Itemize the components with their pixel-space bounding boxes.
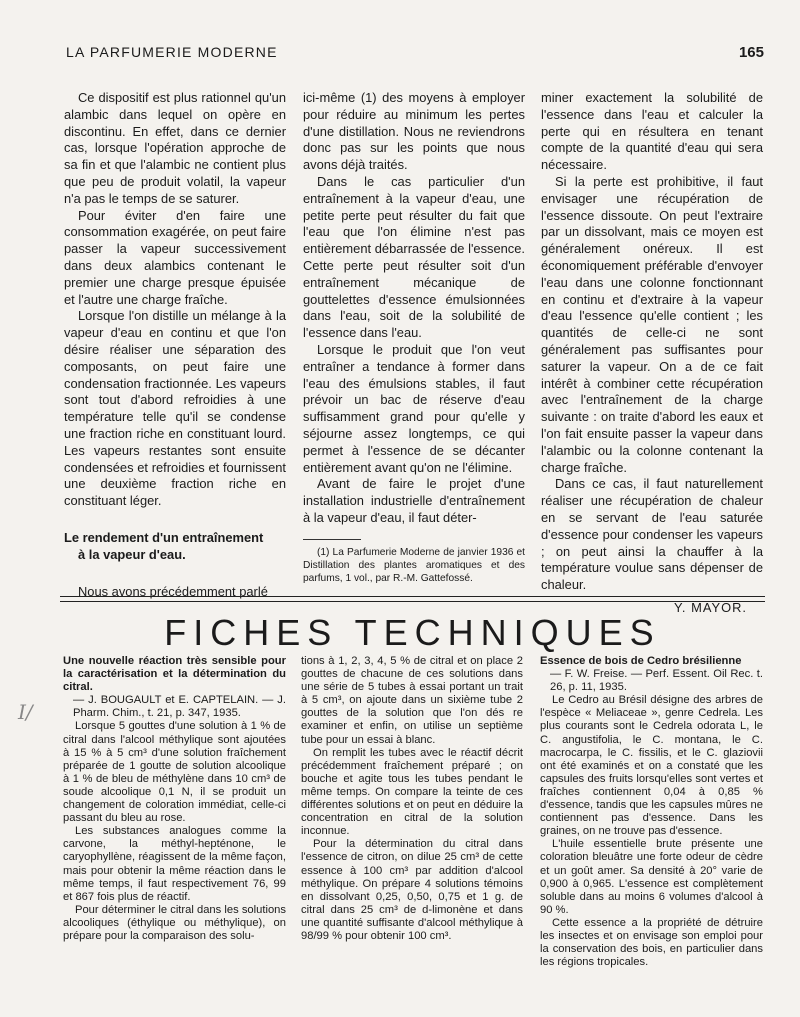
- fiche-reference: — J. BOUGAULT et E. CAPTELAIN. — J. Pharm. Chim., t. 21, p. 347, 1935.: [73, 694, 286, 720]
- article-column-1: [64, 90, 286, 600]
- fiche-title: Une nouvelle réaction très sensible pour la caractérisation et la détermination du citral.: [63, 655, 286, 694]
- footnote: (1) La Parfumerie Moderne de janvier 1936 et Distillation des plantes aromatiques et des parfums, 1 vol., par R.-M. Gattefossé.: [303, 546, 525, 584]
- paragraph: Pour éviter d'en faire une consommation exagérée, on peut faire passer la vapeur successivement dans deux alambics contenant le premier une charge presque épuisée et l'autre une charge fraîche.: [64, 207, 286, 307]
- paragraph: Pour déterminer le citral dans les solutions alcooliques (éthylique ou méthylique), on prépare pour la comparaison des solu-: [63, 903, 286, 942]
- subheading-line-2: à la vapeur d'eau.: [78, 546, 186, 562]
- paragraph: On remplit les tubes avec le réactif décrit précédemment fraîchement préparé ; on bouche et agite tous les tubes pendant le même temps. On compare la teinte de ces différentes solutions et on peut en déduire la concentration en citral de la solution inconnue.: [301, 746, 523, 838]
- fiche-column-2: [301, 655, 523, 943]
- paragraph: Ce dispositif est plus rationnel qu'un alambic dans lequel on opère en discontinu. En effet, dans ce dernier cas, lorsque l'opération approche de sa fin et que l'alambic ne contient plus que peu de produit volatil, la vapeur n'a pas le temps de se saturer.: [64, 90, 286, 206]
- paragraph: Pour la détermination du citral dans l'essence de citron, on dilue 25 cm³ de cette essence à 100 cm³ par addition d'alcool méthylique. On prépare 4 solutions témoins en dissolvant 0,25, 0,50, 0,75 et 1 g. de citral dans 25 cm³ de d-limonène et dans une quantité suffisante d'alcool méthylique à 98/99 % pour obtenir 100 cm³.: [301, 838, 523, 942]
- handwritten-margin-note: I/: [18, 700, 33, 724]
- article-column-2: [303, 90, 525, 585]
- paragraph: Les substances analogues comme la carvone, la méthyl-hepténone, le caryophyllène, réagissent de la même façon, mais pour obtenir la même réaction dans le même temps, il faut respectivement 76, 99 et 867 fois plus de réactif.: [63, 825, 286, 903]
- footnote-rule: [303, 539, 361, 540]
- paragraph: Le Cedro au Brésil désigne des arbres de l'espèce « Meliaceae », genre Cedrela. Les plus courants sont le Cedrela odorata L, le C. angustifolia, le C. montana, le C. macrocarpa, le C. fissilis, et le C. glaziovii ont été examinés et on a constaté que les capsules des fruits lorsqu'elles sont vertes et fraîches contiennent 0,04 à 0,85 % d'essence, tandis que les capsules mûres ne contiennent pas d'essence. Dans les graines, on ne trouve pas d'essence.: [540, 694, 763, 838]
- section-subheading: [64, 530, 286, 564]
- divider-rule: [60, 601, 765, 602]
- paragraph: Nous avons précédemment parlé: [78, 583, 268, 599]
- paragraph: ici-même (1) des moyens à employer pour réduire au minimum les pertes d'une distillation. Nous ne reviendrons donc pas sur les points que nous avons déjà traités.: [303, 90, 525, 173]
- section-banner: FICHES TECHNIQUES: [164, 612, 661, 653]
- page-number: 165: [738, 44, 764, 61]
- fiche-column-3: [540, 655, 763, 969]
- fiche-title: Essence de bois de Cedro brésilienne: [540, 655, 742, 667]
- paragraph: L'huile essentielle brute présente une coloration bleuâtre une forte odeur de cèdre et un goût amer. Sa densité à 20° varie de 0,900 à 0,965. L'essence est complètement soluble dans au moins 6 volumes d'alcool à 90 %.: [540, 838, 763, 916]
- paragraph: miner exactement la solubilité de l'essence dans l'eau et calculer la perte qui en résultera en tenant compte de la quantité d'eau qui sera nécessaire.: [541, 90, 763, 173]
- paragraph: Si la perte est prohibitive, il faut envisager une récupération de l'essence dissoute. On peut l'extraire par un dissolvant, mais ce moyen est généralement onéreux. Il est économiquement préférable d'envoyer l'eau dans une colonne fonctionnant en continu et d'extraire à la vapeur d'eau l'essence qu'elle contient ; les quantités de celle-ci ne sont généralement pas suffisantes pour saturer la vapeur. On a de ce fait intérêt à combiner cette récupération avec l'entraînement de la charge suivante : on traite d'abord les eaux et l'on fait ensuite passer la vapeur dans l'alambic ou la colonne contenant la charge fraîche.: [541, 173, 763, 475]
- paragraph: Lorsque l'on distille un mélange à la vapeur d'eau en continu et que l'on désire réaliser une séparation des composants, on peut faire une condensation fractionnée. Les vapeurs sont tout d'abord refroidies à une température telle qu'il se condense une fraction riche en constituant lourd. Les vapeurs restantes sont ensuite condensées et refroidies et fournissent une deuxième fraction riche en constituant léger.: [64, 308, 286, 509]
- paragraph: Avant de faire le projet d'une installation industrielle d'entraînement à la vapeur d'eau, il faut déter-: [303, 476, 525, 525]
- paragraph: tions à 1, 2, 3, 4, 5 % de citral et on place 2 gouttes de chacune de ces solutions dans une série de 5 tubes à essai portant un trait à 5 cm³, on ajoute dans un sixième tube 2 gouttes de la solution que l'on dés re examiner et enfin, on utilise un septième tube pour un essai à blanc.: [301, 655, 523, 746]
- divider-rule: [60, 596, 765, 597]
- journal-title: LA PARFUMERIE MODERNE: [66, 44, 278, 60]
- subheading-line-1: Le rendement d'un entraînement: [64, 529, 264, 545]
- paragraph: Dans le cas particulier d'un entraînement à la vapeur d'eau, une petite perte peut résulter du fait que l'eau que l'on élimine n'est pas entièrement débarrassée de l'essence. Cette perte peut résulter soit d'un entraînement mécanique de gouttelettes d'essence émulsionnées dans l'eau, soit de la solubilité de l'essence dans l'eau.: [303, 173, 525, 341]
- paragraph: Cette essence a la propriété de détruire les insectes et on envisage son emploi pour la conservation des bois, en particulier dans les régions tropicales.: [540, 916, 763, 969]
- article-column-3: [541, 90, 763, 617]
- author-signature: Y. MAYOR.: [674, 599, 747, 615]
- fiche-reference: — F. W. Freise. — Perf. Essent. Oil Rec. t. 26, p. 11, 1935.: [550, 668, 763, 694]
- paragraph: Lorsque 5 gouttes d'une solution à 1 % de citral dans l'alcool méthylique sont ajoutées à 15 % à 5 cm³ d'une solution fraîchement préparée de 1 goutte de solution alcoolique à 1 % de bleu de méthylène dans 10 cm³ de soude alcoolique 0,1 N, il se produit un changement de coloration immédiat, celle-ci passant du bleu au rose.: [63, 720, 286, 825]
- fiche-column-1: [63, 655, 286, 943]
- paragraph: Dans ce cas, il faut naturellement réaliser une récupération de chaleur en se servant de l'eau saturée d'essence pour condenser les vapeurs ; on peut ainsi la chauffer à la température voulue sans dépenser de chaleur.: [541, 476, 763, 593]
- paragraph: Lorsque le produit que l'on veut entraîner a tendance à former dans l'eau des émulsions stables, il faut prévoir un bac de réserve d'eau suffisamment grand pour qu'elle y séjourne assez longtemps, ce qui permet à l'essence de se décanter entièrement avant qu'on ne l'élimine.: [303, 341, 525, 475]
- running-header: [66, 44, 764, 64]
